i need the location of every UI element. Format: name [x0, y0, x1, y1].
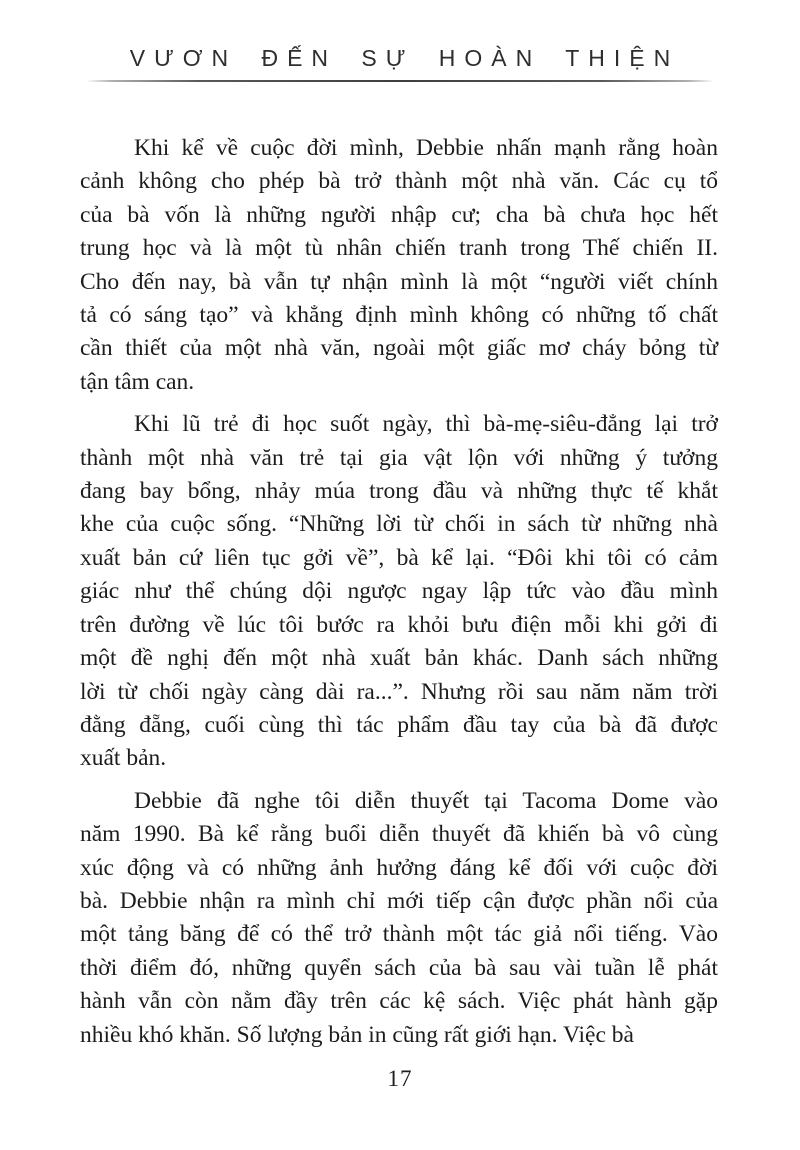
text-line: khe của cuộc sống. “Những lời từ chối in sách từ những nhà	[80, 511, 718, 538]
text-line: của bà vốn là những người nhập cư; cha bà chưa học hết	[80, 201, 718, 228]
page-header	[0, 0, 800, 82]
text-line: Khi lũ trẻ đi học suốt ngày, thì bà-mẹ-siêu-đẳng lại trở	[134, 411, 718, 438]
text-line: hành vẫn còn nằm đầy trên các kệ sách. Việc phát hành gặp	[80, 988, 718, 1015]
paragraph	[80, 785, 718, 1052]
text-line: trung học và là một tù nhân chiến tranh trong Thế chiến II.	[80, 235, 718, 262]
text-line: tả có sáng tạo” và khẳng định mình không có những tố chất	[80, 302, 718, 329]
text-line: xúc động và có những ảnh hưởng đáng kể đối với cuộc đời	[80, 854, 718, 881]
paragraph	[80, 132, 718, 399]
text-line: đang bay bổng, nhảy múa trong đầu và những thực tế khắt	[80, 478, 718, 505]
text-line: xuất bản.	[80, 745, 167, 772]
text-line: bà. Debbie nhận ra mình chỉ mới tiếp cận được phần nổi của	[80, 887, 718, 914]
text-line: Cho đến nay, bà vẫn tự nhận mình là một “người viết chính	[80, 268, 718, 295]
text-line: Debbie đã nghe tôi diễn thuyết tại Tacoma Dome vào	[134, 787, 718, 814]
text-line: một tảng băng để có thể trở thành một tác giả nổi tiếng. Vào	[80, 921, 718, 948]
chapter-title: VƯƠN ĐẾN SỰ HOÀN THIỆN	[129, 45, 680, 71]
header-divider-line	[86, 80, 714, 82]
paragraph	[80, 408, 718, 775]
text-line: năm 1990. Bà kể rằng buổi diễn thuyết đã khiến bà vô cùng	[80, 821, 718, 848]
body-text	[80, 132, 718, 1052]
text-line: nhiều khó khăn. Số lượng bản in cũng rất giới hạn. Việc bà	[80, 1021, 634, 1048]
text-line: cảnh không cho phép bà trở thành một nhà văn. Các cụ tổ	[80, 168, 718, 195]
text-line: Khi kể về cuộc đời mình, Debbie nhấn mạnh rằng hoàn	[134, 135, 718, 161]
text-line: tận tâm can.	[80, 368, 195, 395]
text-line: giác như thể chúng dội ngược ngay lập tức vào đầu mình	[80, 578, 718, 605]
page-number: 17	[387, 1066, 413, 1091]
text-line: một đề nghị đến một nhà xuất bản khác. Danh sách những	[80, 645, 718, 672]
text-line: đằng đẵng, cuối cùng thì tác phẩm đầu tay của bà đã được	[80, 711, 718, 738]
text-line: lời từ chối ngày càng dài ra...”. Nhưng rồi sau năm năm trời	[80, 678, 718, 705]
text-line: thành một nhà văn trẻ tại gia vật lộn với những ý tưởng	[80, 444, 718, 471]
text-line: trên đường về lúc tôi bước ra khỏi bưu điện mỗi khi gởi đi	[80, 611, 718, 638]
text-line: xuất bản cứ liên tục gởi về”, bà kể lại. “Đôi khi tôi có cảm	[80, 544, 718, 571]
text-line: cần thiết của một nhà văn, ngoài một giấc mơ cháy bỏng từ	[80, 335, 718, 362]
text-line: thời điểm đó, những quyển sách của bà sau vài tuần lễ phát	[80, 954, 718, 981]
page-footer	[0, 1066, 800, 1092]
